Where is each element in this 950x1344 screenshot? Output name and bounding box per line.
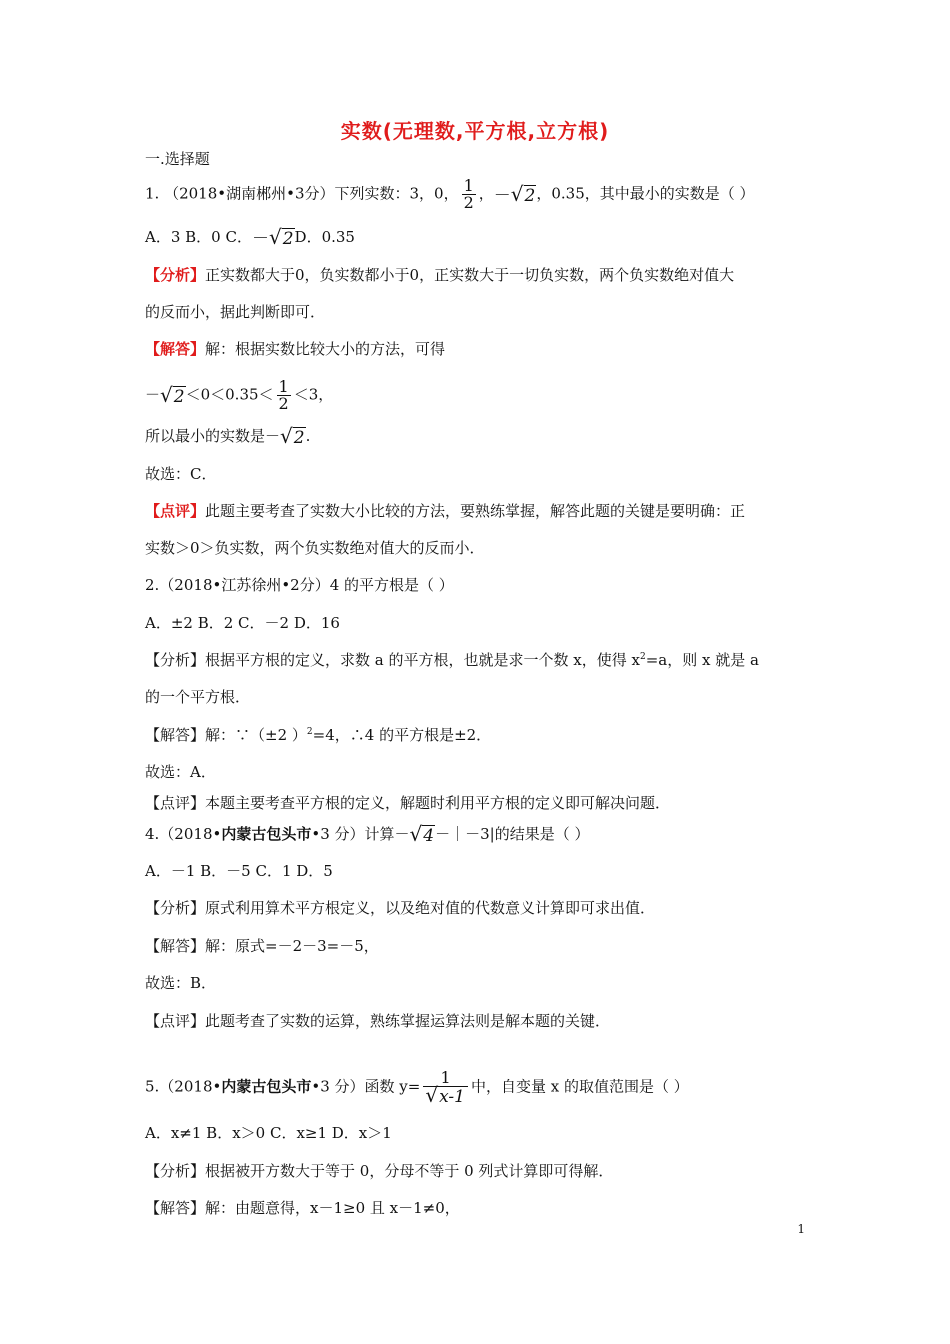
q4-choice: 故选：B． bbox=[145, 974, 217, 992]
q2-stem: 2.（2018•江苏徐州•2分）4 的平方根是（ ） bbox=[145, 576, 454, 594]
analysis-tag: 【分析】 bbox=[145, 266, 206, 284]
conclusion-sqrt: √2 bbox=[280, 424, 305, 448]
section-heading: 一.选择题 bbox=[145, 150, 210, 168]
q2-comment: 【点评】本题主要考查平方根的定义，解题时利用平方根的定义即可解决问题． bbox=[145, 794, 671, 812]
q4-comment: 【点评】此题考查了实数的运算，熟练掌握运算法则是解本题的关键． bbox=[145, 1012, 611, 1030]
q1-answer-conclusion: 所以最小的实数是－√2. bbox=[145, 424, 311, 448]
answer-tag: 【解答】 bbox=[145, 340, 206, 358]
q1-fraction: $\frac{1}{2}$ bbox=[463, 176, 474, 212]
q1-option-sqrt: －√2 bbox=[251, 225, 294, 249]
q5-fraction: $\frac{1}{√x-1}$ bbox=[423, 1070, 468, 1105]
q1-analysis: 【分析】正实数都大于0，负实数都小于0，正实数大于一切负实数，两个负实数绝对值大 bbox=[145, 266, 735, 284]
q2-options: A．±2 B．2 C．－2 D．16 bbox=[145, 614, 340, 632]
q4-options: A．－1 B．－5 C．1 D．5 bbox=[145, 862, 333, 880]
q5-answer: 【解答】解：由题意得，x－1≥0 且 x－1≠0， bbox=[145, 1199, 460, 1217]
q2-choice: 故选：A． bbox=[145, 763, 216, 781]
q1-stem: 1. （2018•湖南郴州•3分）下列实数：3，0， $\frac{1}{2}$ ，－√2，0.35，其中最小的实数是（ ） bbox=[145, 176, 755, 212]
q1-comment-cont: 实数＞0＞负实数，两个负实数绝对值大的反而小． bbox=[145, 539, 485, 557]
comment-tag: 【点评】 bbox=[145, 502, 206, 520]
q4-analysis: 【分析】原式利用算术平方根定义，以及绝对值的代数意义计算即可求出值． bbox=[145, 899, 656, 917]
q1-options: A．3 B．0 C．－√2D．0.35 bbox=[145, 225, 355, 249]
q1-comment: 【点评】此题主要考查了实数大小比较的方法，要熟练掌握，解答此题的关键是要明确：正 bbox=[145, 502, 746, 520]
q2-analysis-cont: 的一个平方根． bbox=[145, 688, 251, 706]
q1-answer: 【解答】解：根据实数比较大小的方法，可得 bbox=[145, 340, 446, 358]
q2-answer: 【解答】解：∵（±2 ）$^2$=4，∴4 的平方根是±2． bbox=[145, 726, 492, 744]
q5-denominator-sqrt: √x-1 bbox=[425, 1083, 465, 1107]
page-number: 1 bbox=[797, 1222, 805, 1236]
q1-choice: 故选：C． bbox=[145, 465, 217, 483]
q4-stem: 4.（2018•内蒙古包头市•3 分）计算－√4－｜－3|的结果是（ ） bbox=[145, 822, 590, 846]
q1-analysis-cont: 的反而小，据此判断即可． bbox=[145, 303, 326, 321]
q5-stem: 5.（2018•内蒙古包头市•3 分）函数 y= $\frac{1}{√x-1}$ 中，自变量 x 的取值范围是（ ） bbox=[145, 1068, 689, 1107]
q5-options: A．x≠1 B．x＞0 C．x≥1 D．x＞1 bbox=[145, 1124, 392, 1142]
q4-answer: 【解答】解：原式=－2－3=－5， bbox=[145, 937, 379, 955]
q4-sqrt: √4 bbox=[409, 822, 435, 846]
q1-answer-inequality: －√2＜0＜0.35＜ $\frac{1}{2}$ ＜3， bbox=[145, 377, 334, 413]
page-title: 实数(无理数,平方根,立方根) bbox=[340, 119, 610, 143]
q2-analysis: 【分析】根据平方根的定义，求数 a 的平方根，也就是求一个数 x，使得 $x^2=a$，则 x 就是 a bbox=[145, 651, 759, 669]
inequality-fraction: $\frac{1}{2}$ bbox=[278, 377, 289, 413]
q5-analysis: 【分析】根据被开方数大于等于 0，分母不等于 0 列式计算即可得解． bbox=[145, 1162, 614, 1180]
inequality-sqrt: √2 bbox=[160, 382, 185, 407]
q1-sqrt: －√2 bbox=[493, 181, 536, 206]
